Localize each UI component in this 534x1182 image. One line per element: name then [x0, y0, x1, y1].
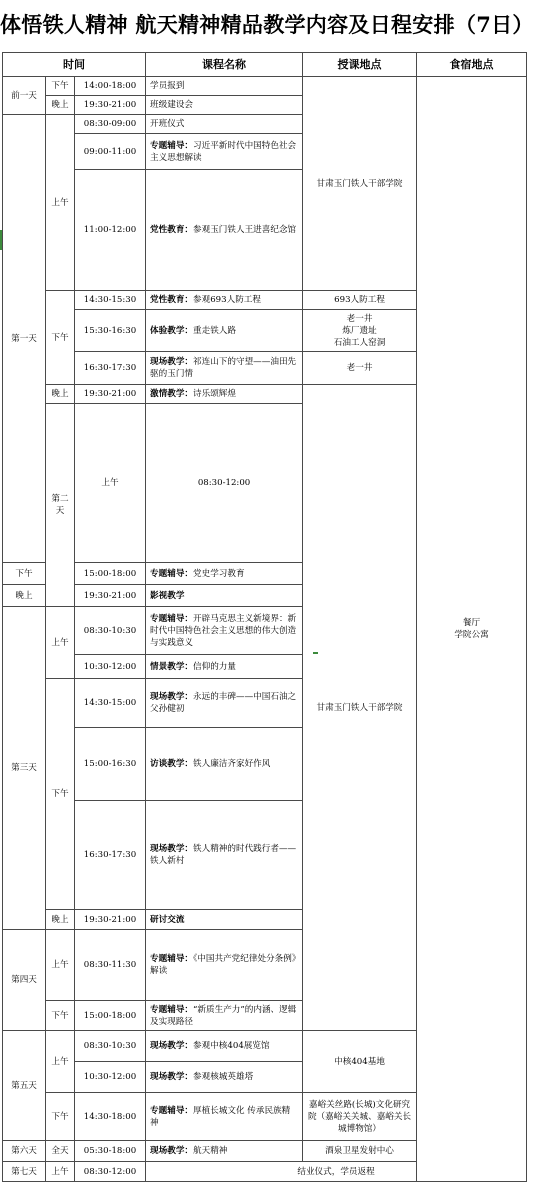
time-cell: 16:30-17:30: [75, 352, 146, 385]
course-tag: 专题辅导：: [150, 140, 194, 151]
course-cell: [146, 310, 303, 352]
course-tag: 现场教学：: [150, 1072, 194, 1082]
period-label: 上午: [75, 404, 146, 563]
time-cell: 14:30-15:00: [75, 679, 146, 728]
time-cell: 08:30-11:30: [75, 930, 146, 1001]
page-title: 体悟铁人精神 航天精神精品教学内容及日程安排（7日）: [0, 12, 534, 37]
course-tag: 现场教学：: [150, 844, 194, 854]
period-label: 上午: [46, 607, 75, 679]
course-cell: [146, 655, 303, 679]
lodging-cell: [417, 77, 527, 1182]
course-cell: [146, 1093, 303, 1141]
day-label: 前一天: [3, 77, 46, 115]
page-edge-marker: [0, 230, 2, 250]
location-line: 石油工人窑洞: [333, 337, 386, 348]
day-label: 第七天: [3, 1162, 46, 1182]
course-cell: [146, 170, 303, 291]
course-text: “新质生产力”的内涵、逻辑及实现路径: [150, 1004, 297, 1027]
course-text: 习近平新时代中国特色社会主义思想解读: [150, 140, 297, 163]
course-cell: [146, 1062, 303, 1093]
course-text: 诗乐颂辉煌: [193, 389, 236, 399]
course-tag: 体验教学：: [150, 325, 194, 336]
period-label: 下午: [46, 77, 75, 96]
location-cell: 中核404基地: [303, 1031, 417, 1093]
course-cell: [146, 563, 303, 585]
time-cell: 10:30-12:00: [75, 1062, 146, 1093]
course-cell: [146, 1141, 303, 1162]
period-label: 全天: [46, 1141, 75, 1162]
course-cell: [146, 96, 303, 115]
course-cell: [146, 585, 303, 607]
course-cell: [146, 1031, 303, 1062]
period-label: 下午: [3, 563, 46, 585]
course-cell-closing: 结业仪式，学员返程: [146, 1162, 527, 1182]
time-cell: 19:30-21:00: [75, 585, 146, 607]
header-course: 课程名称: [146, 53, 303, 77]
course-text: 参观中核404展览馆: [193, 1041, 270, 1051]
time-cell: 08:30-09:00: [75, 115, 146, 134]
time-cell: 14:30-15:30: [75, 291, 146, 310]
time-cell: 05:30-18:00: [75, 1141, 146, 1162]
period-label: 上午: [46, 1031, 75, 1093]
location-cell: 老一井: [303, 352, 417, 385]
lodging-text: 学院公寓: [454, 630, 489, 640]
schedule-table: [2, 52, 527, 1182]
period-label: 下午: [46, 1001, 75, 1031]
course-tag: 党性教育：: [150, 225, 194, 235]
course-tag: 现场教学：: [150, 357, 194, 367]
course-tag: 影视教学: [150, 590, 185, 601]
location-line: 炼厂遗址: [342, 325, 377, 336]
table-row: [3, 77, 527, 96]
course-tag: 现场教学：: [150, 1146, 194, 1156]
course-tag: 访谈教学：: [150, 759, 194, 769]
location-line: 老一井: [346, 313, 373, 324]
period-label: 晚上: [46, 96, 75, 115]
course-text: 党史学习教育: [193, 568, 245, 579]
day-label: 第六天: [3, 1141, 46, 1162]
time-cell: 15:00-16:30: [75, 728, 146, 801]
time-cell: 08:30-12:00: [75, 1162, 146, 1182]
course-cell: [146, 910, 303, 930]
lodging-text: 餐厅: [462, 618, 481, 628]
day-label: 第四天: [3, 930, 46, 1031]
course-tag: 现场教学：: [150, 692, 194, 702]
course-text: 班级建设会: [150, 100, 194, 110]
course-text: 铁人廉洁齐家好作风: [193, 759, 271, 769]
course-text: 航天精神: [193, 1146, 228, 1156]
time-cell: 09:00-11:00: [75, 134, 146, 170]
time-cell: 08:30-10:30: [75, 1031, 146, 1062]
course-text: 参观693人防工程: [193, 295, 261, 305]
course-tag: 专题辅导：: [150, 568, 194, 579]
course-tag: 专题辅导：: [150, 613, 194, 624]
day-label: 第五天: [3, 1031, 46, 1141]
course-cell: [146, 679, 303, 728]
day-label: 第三天: [3, 607, 46, 930]
time-cell: 15:00-18:00: [75, 563, 146, 585]
course-text: 《中国共产党纪律处分条例》解读: [150, 954, 297, 976]
time-cell: 19:30-21:00: [75, 910, 146, 930]
course-text: 参观核城英雄塔: [193, 1072, 254, 1082]
header-time: 时间: [3, 53, 146, 77]
course-cell: [146, 1001, 303, 1031]
location-cell: 嘉峪关丝路(长城)文化研究院（嘉峪关关城、嘉峪关长城博物馆）: [303, 1093, 417, 1141]
course-text: 永远的丰碑——中国石油之父孙健初: [150, 692, 297, 714]
course-text: 厚植长城文化 传承民族精神: [150, 1105, 291, 1128]
course-text: 开班仪式: [150, 119, 185, 129]
period-label: 晚上: [46, 385, 75, 404]
course-cell: [146, 728, 303, 801]
course-cell: [146, 607, 303, 655]
header-row: [3, 53, 527, 77]
course-text: 铁人精神的时代践行者——铁人新村: [150, 844, 297, 866]
time-cell: 08:30-12:00: [146, 404, 303, 563]
course-cell: [146, 801, 303, 910]
time-cell: 08:30-10:30: [75, 607, 146, 655]
course-tag: 专题辅导：: [150, 1105, 194, 1116]
location-cell: 693人防工程: [303, 291, 417, 310]
time-cell: 10:30-12:00: [75, 655, 146, 679]
period-label: 下午: [46, 291, 75, 385]
location-cell: 酒泉卫星发射中心: [303, 1141, 417, 1162]
location-cell: 甘肃玉门铁人干部学院: [303, 385, 417, 1031]
course-text: 参观玉门铁人王进喜纪念馆: [193, 225, 297, 235]
course-tag: 研讨交流: [150, 914, 185, 925]
course-text: 祁连山下的守望——油田先驱的玉门情: [150, 357, 297, 379]
course-cell: [146, 930, 303, 1001]
course-tag: 激情教学：: [150, 389, 194, 399]
course-tag: 情景教学：: [150, 661, 194, 672]
location-cell: [303, 310, 417, 352]
course-tag: 党性教育：: [150, 295, 194, 305]
page-edge-marker: [313, 652, 318, 654]
day-label: 第二天: [46, 404, 75, 607]
table-row: [3, 1162, 527, 1182]
time-cell: 16:30-17:30: [75, 801, 146, 910]
course-cell: [146, 385, 303, 404]
course-text: 开辟马克思主义新境界：新时代中国特色社会主义思想的伟大创造与实践意义: [150, 613, 297, 648]
period-label: 上午: [46, 930, 75, 1001]
time-cell: 11:00-12:00: [75, 170, 146, 291]
course-cell: [146, 134, 303, 170]
course-tag: 专题辅导：: [150, 954, 194, 964]
header-lodging: 食宿地点: [417, 53, 527, 77]
period-label: 上午: [46, 115, 75, 291]
course-cell: [146, 352, 303, 385]
time-cell: 19:30-21:00: [75, 385, 146, 404]
time-cell: 15:00-18:00: [75, 1001, 146, 1031]
period-label: 晚上: [3, 585, 46, 607]
period-label: 下午: [46, 679, 75, 910]
time-cell: 15:30-16:30: [75, 310, 146, 352]
day-label: 第一天: [3, 115, 46, 563]
course-tag: 专题辅导：: [150, 1004, 194, 1015]
course-text: 学员报到: [150, 81, 185, 91]
header-location: 授课地点: [303, 53, 417, 77]
period-label: 下午: [46, 1093, 75, 1141]
course-text: 重走铁人路: [193, 325, 236, 336]
period-label: 晚上: [46, 910, 75, 930]
time-cell: 14:00-18:00: [75, 77, 146, 96]
course-cell: [146, 115, 303, 134]
period-label: 上午: [46, 1162, 75, 1182]
location-cell: 甘肃玉门铁人干部学院: [303, 77, 417, 291]
course-tag: 现场教学：: [150, 1041, 194, 1051]
course-cell: [146, 77, 303, 96]
course-text: 信仰的力量: [193, 661, 236, 672]
time-cell: 19:30-21:00: [75, 96, 146, 115]
course-cell: [146, 291, 303, 310]
time-cell: 14:30-18:00: [75, 1093, 146, 1141]
